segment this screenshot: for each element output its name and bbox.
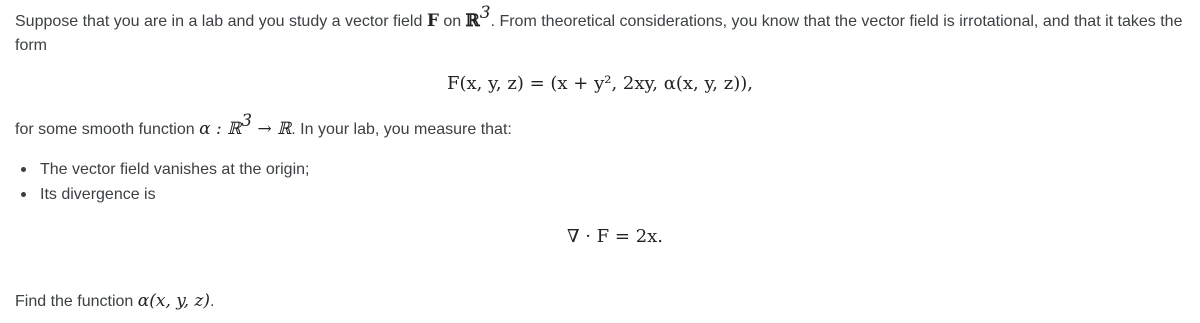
question-paragraph <box>15 289 1190 314</box>
list-item-text: Its divergence is <box>40 186 156 203</box>
list-item <box>18 157 309 182</box>
intro-text-on: on <box>438 13 466 30</box>
intro-text-start: Suppose that you are in a lab and you study a vector field <box>15 13 427 30</box>
question-text-end: . <box>210 293 215 310</box>
dimension-superscript: 3 <box>479 2 491 23</box>
intro-text-end: . From theoretical considerations, you know that the vector field is irrotational, and that it takes the form <box>15 13 1183 54</box>
list-item <box>18 182 309 207</box>
divergence-equation: ∇ · F = 2x. <box>566 226 664 247</box>
function-text-start: for some smooth function <box>15 121 200 138</box>
bullet-icon <box>21 167 26 172</box>
measurement-list <box>18 157 309 207</box>
alpha-domain-math: α : ℝ <box>199 119 242 139</box>
real-space-symbol: ℝ <box>465 11 480 31</box>
function-text-end: . In your lab, you measure that: <box>291 121 512 138</box>
vector-field-equation: F(x, y, z) = (x + y², 2xy, α(x, y, z)), <box>447 73 753 94</box>
list-item-text: The vector field vanishes at the origin; <box>40 161 310 178</box>
intro-paragraph <box>15 2 1190 58</box>
alpha-codomain-math: → ℝ <box>252 119 292 139</box>
function-paragraph <box>15 110 1190 142</box>
vector-field-symbol: F <box>426 11 439 31</box>
question-text-start: Find the function <box>15 293 138 310</box>
bullet-icon <box>21 192 26 197</box>
domain-superscript: 3 <box>241 110 253 131</box>
alpha-function-math: α(x, y, z) <box>137 291 210 311</box>
